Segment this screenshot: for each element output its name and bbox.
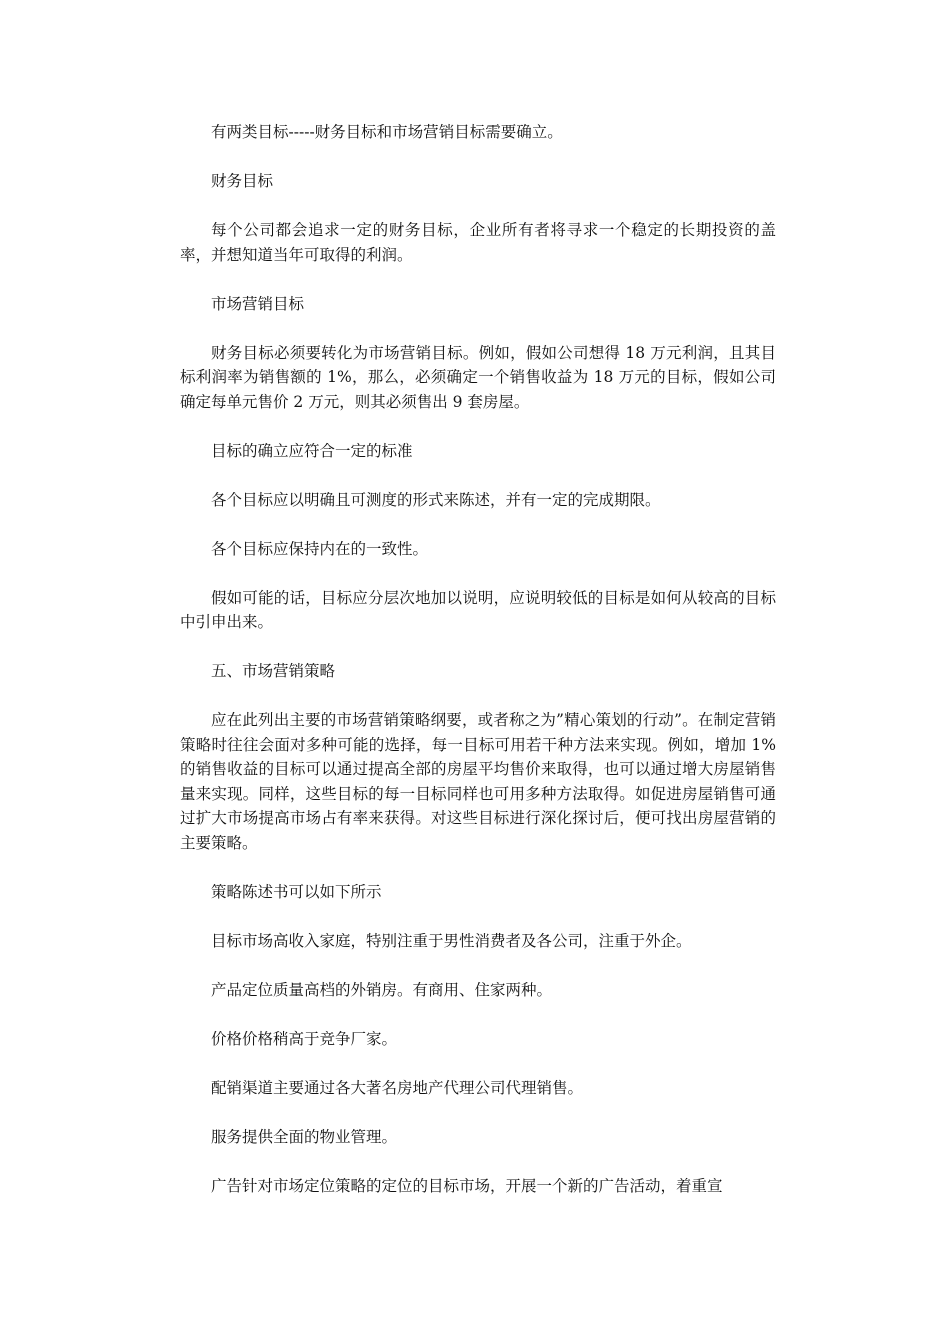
- paragraph-service: 服务提供全面的物业管理。: [211, 1127, 398, 1146]
- paragraph-target-market: 目标市场高收入家庭，特别注重于男性消费者及各公司，注重于外企。: [211, 931, 692, 950]
- paragraph-price: 价格价格稍高于竞争厂家。: [211, 1029, 398, 1048]
- heading-strategy-statement: 策略陈述书可以如下所示: [211, 882, 382, 901]
- paragraph-criteria-hierarchical: 假如可能的话，目标应分层次地加以说明，应说明较低的目标是如何从较高的目标中引申出来。: [180, 588, 776, 631]
- paragraph-marketing-goals: 财务目标必须要转化为市场营销目标。例如，假如公司想得 18 万元利润，且其目标利润率为销售额的 1%，那么，必须确定一个销售收益为 18 万元的目标，假如公司确定每单元售价 2 万元，则其必须售出 9 套房屋。: [180, 343, 776, 411]
- paragraph-advertising: 广告针对市场定位策略的定位的目标市场，开展一个新的广告活动，着重宣: [211, 1176, 723, 1195]
- heading-marketing-goals: 市场营销目标: [211, 294, 305, 313]
- paragraph-criteria-consistent: 各个目标应保持内在的一致性。: [211, 539, 429, 558]
- heading-financial-goals: 财务目标: [211, 172, 274, 190]
- paragraph-financial-goals: 每个公司都会追求一定的财务目标，企业所有者将寻求一个稳定的长期投资的盖率，并想知道当年可取得的利润。: [180, 221, 776, 264]
- paragraph-distribution: 配销渠道主要通过各大著名房地产代理公司代理销售。: [211, 1078, 584, 1097]
- paragraph-marketing-strategy: 应在此列出主要的市场营销策略纲要，或者称之为”精心策划的行动”。在制定营销策略时往往会面对多种可能的选择，每一目标可用若干种方法来实现。例如，增加 1%的销售收益的目标可以通过提高全部的房屋平均售价来取得，也可以通过增大房屋销售量来实现。同样，这些目标的每一目标同样也可用多种方法取得。如促进房屋销售可通过扩大市场提高市场占有率来获得。对这些目标进行深化探讨后，便可找出房屋营销的主要策略。: [180, 711, 776, 852]
- heading-marketing-strategy: 五、市场营销策略: [211, 662, 336, 680]
- paragraph-intro-goals: 有两类目标-----财务目标和市场营销目标需要确立。: [211, 123, 563, 141]
- paragraph-product-positioning: 产品定位质量高档的外销房。有商用、住家两种。: [211, 980, 553, 999]
- paragraph-criteria-measurable: 各个目标应以明确且可测度的形式来陈述，并有一定的完成期限。: [211, 490, 661, 509]
- document-body: [180, 120, 776, 1223]
- heading-goal-criteria: 目标的确立应符合一定的标准: [211, 441, 413, 460]
